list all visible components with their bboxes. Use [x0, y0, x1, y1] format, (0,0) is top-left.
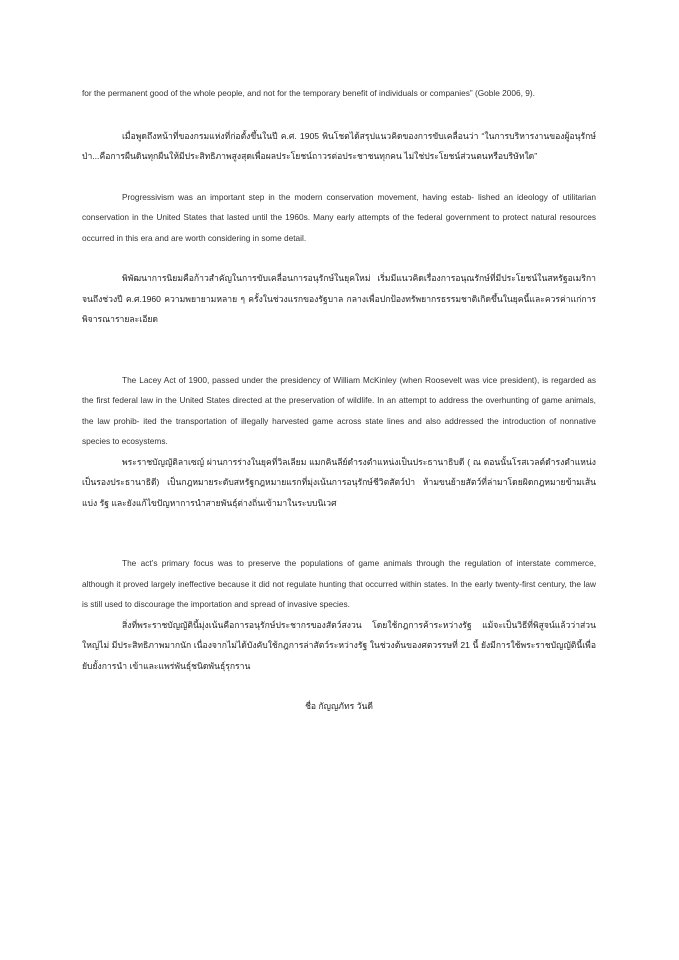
paragraph-line: ป่า...คือการผืนดินทุกผืนให้มีประสิทธิภาพสูงสุดเพื่อผลประโยชน์ถาวรต่อประชาชนทุกคน ไม่ใช่ประโยชน์ส่วนตนหรือบริษัทใด”	[82, 151, 538, 161]
paragraph	[82, 370, 596, 452]
paragraph	[82, 126, 596, 167]
paragraph-line: เมื่อพูดถึงหน้าที่ของกรมแห่งที่ก่อตั้งขึ้นในปี ค.ศ. 1905 พินโชตได้สรุปแนวคิดของการขับเคลื่อนว่า “ในการบริหารงานของผู้อนุรักษ์	[122, 130, 596, 141]
paragraph-line: utilitarian conservation in the United States that lasted until the 1960s. Many early attempts of the federal government to	[82, 191, 596, 222]
paragraph-line: protect natural resources occurred in this era and are worth considering in some detail.	[82, 212, 597, 243]
author-signature: ชื่อ กัญญภัทร วันดี	[305, 701, 373, 711]
paragraph	[82, 615, 596, 677]
paragraph-line: addressed the introduction of nonnative species to ecosystems.	[82, 415, 596, 446]
paragraph	[82, 83, 596, 104]
paragraph-line: พิพัฒนาการนิยมคือก้าวสำคัญในการขับเคลื่อนการอนุรักษ์ในยุคใหม่ เริ่มมีแนวคิดเรื่องการอนุณรักษ์ที่มีประโยชน์ในสหรัฐอเมริกา	[122, 273, 596, 283]
paragraph-line: จนถึงช่วงปี ค.ศ.1960 ความพยายามหลาย ๆ ครั้งในช่วงแรกของรัฐบาล	[82, 293, 344, 304]
paragraph-line: กลางเพื่อปกป้องทรัพยากรธรรมชาติเกิดขึ้นในยุคนี้และควรค่าแก่การพิจารณารายละเอียด	[82, 293, 597, 324]
paragraph	[82, 452, 596, 514]
paragraph-line: เป็นรองประธานาธิดี) เป็นกฎหมายระดับสหรัฐกฎหมายแรกที่มุ่งเน้นการอนุรักษ์ชีวิตสัตว์ป่า ห้ามขนย้ายสัตว์ที่ล่ามาโดยผิดกฎหมายข้ามเส้นแบ่ง	[82, 477, 596, 508]
paragraph-line: สิ่งที่พระราชบัญญัตินี้มุ่งเน้นคือการอนุรักษ์ประชากรของสัตว์สงวน โดยใช้กฎการค้าระหว่างรัฐ แม้จะเป็นวิธีที่พิสูจน์แล้วว่าส่วนใหญ่ไม่	[82, 619, 596, 650]
paragraph-line: มีประสิทธิภาพมากนัก เนื่องจากไม่ได้บังคับใช้กฎการล่าสัตว์ระหว่างรัฐ ในช่วงต้นของศตวรรษที่ 21 นี้ ยังมีการใช้พระราชบัญญัตินี้เพื่อยับยั้งการนำ	[82, 640, 597, 671]
paragraph-line: for the permanent good of the whole people, and not for the temporary benefit of individuals or companies” (Goble 2006,	[82, 88, 523, 98]
paragraph-line: overhunting of game animals, the law prohib- ited the transportation of illegally harvested game across state lines and also	[82, 395, 596, 426]
document-body	[82, 83, 596, 717]
paragraph-line: The Lacey Act of 1900, passed under the presidency of William McKinley (when Roosevelt was vice president), is	[122, 374, 549, 385]
paragraph	[82, 268, 596, 330]
paragraph-line: 9).	[525, 88, 535, 98]
paragraph-line: early twenty-first century, the law is still used to discourage the importation and spread of invasive species.	[82, 578, 596, 609]
paragraph-line: รัฐ และยังแก้ไขปัญหาการนำสายพันธุ์ต่างถิ่นเข้ามาในระบบนิเวศ	[99, 497, 337, 508]
paragraph-line: commerce, although it proved largely ineffective because it did not regulate hunting that occurred within states. In the	[82, 558, 596, 589]
paragraph-line: Progressivism was an important step in the modern conservation movement, having estab- lished an ideology of	[122, 191, 559, 202]
paragraph-line: The act’s primary focus was to preserve the populations of game animals through the regulation of interstate	[122, 558, 551, 568]
paragraph-line: เข้าและแพร่พันธุ์ชนิดพันธุ์รุกราน	[129, 660, 251, 671]
paragraph	[82, 553, 596, 615]
paragraph-line: regarded as the first federal law in the United States directed at the preservation of wildlife. In an attempt to address the	[82, 374, 597, 405]
paragraph	[82, 187, 596, 249]
paragraph-line: พระราชบัญญัติลาเซญ์ ผ่านการร่างในยุคที่วิลเลียม แมกคินลีย์ดำรงตำแหน่งเป็นประธานาธิบดี ( ณ ตอนนั้นโรสเวลต์ดำรงตำแหน่ง	[122, 456, 596, 467]
